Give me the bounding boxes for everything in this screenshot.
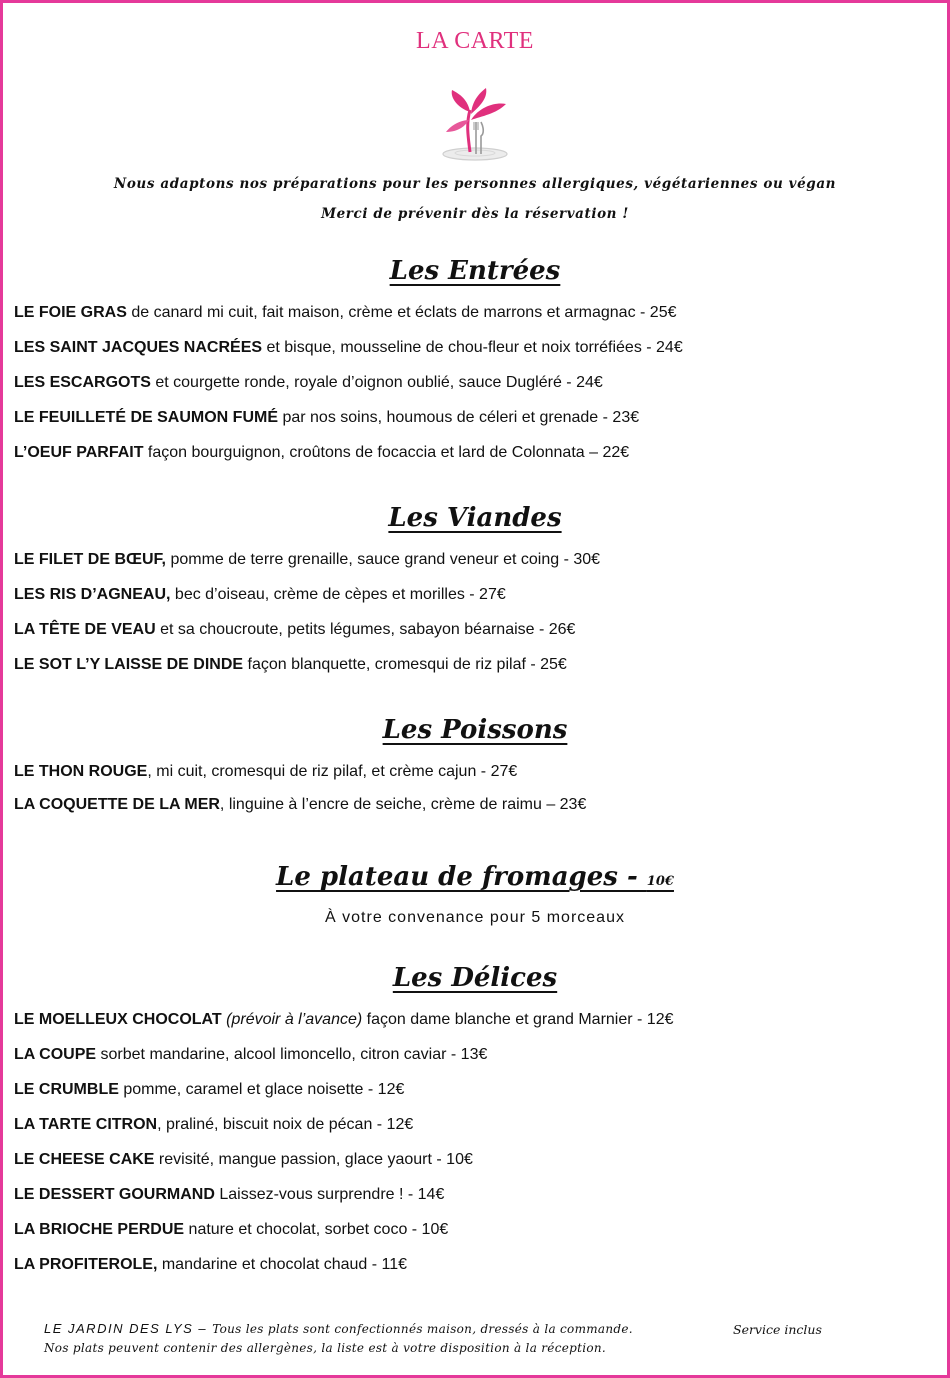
item-name: L’OEUF PARFAIT [14,444,144,461]
menu-item [14,1186,934,1204]
flower-plate-fork-knife-icon [440,86,510,166]
item-aside: (prévoir à l’avance) [221,1011,363,1028]
item-name: LE MOELLEUX CHOCOLAT [14,1011,222,1028]
item-name: LE FILET DE BŒUF, [14,551,166,568]
section-heading-fromages [0,862,950,892]
item-desc: , praliné, biscuit noix de pécan - 12€ [157,1116,414,1133]
service-note: Service inclus [733,1322,822,1337]
item-desc: façon bourguignon, croûtons de focaccia et lard de Colonnata – 22€ [143,444,630,461]
menu-item [14,1256,934,1274]
item-name: LA BRIOCHE PERDUE [14,1221,185,1238]
footer-line-1 [44,1321,633,1336]
item-desc: nature et chocolat, sorbet coco - 10€ [184,1221,449,1238]
item-desc: et bisque, mousseline de chou-fleur et noix torréfiées - 24€ [262,339,683,356]
item-name: LE DESSERT GOURMAND [14,1186,215,1203]
item-desc: par nos soins, houmous de céleri et grenade - 23€ [278,409,640,426]
item-name: LE SOT L’Y LAISSE DE DINDE [14,656,244,673]
item-name: LES ESCARGOTS [14,374,151,391]
menu-item [14,444,934,462]
item-desc: revisité, mangue passion, glace yaourt - 10€ [154,1151,473,1168]
menu-item [14,374,934,392]
menu-item [14,796,934,814]
item-desc: pomme, caramel et glace noisette - 12€ [118,1081,405,1098]
section-heading-entrees: Les Entrées [389,256,561,286]
menu-item [14,409,934,427]
item-desc: bec d’oiseau, crème de cèpes et morilles - 27€ [170,586,506,603]
item-name: LES RIS D’AGNEAU, [14,586,171,603]
menu-item [14,656,934,674]
menu-item [14,586,934,604]
item-name: LA COQUETTE DE LA MER [14,796,220,813]
item-name: LES SAINT JACQUES NACRÉES [14,339,263,356]
menu-item [14,763,934,781]
section-heading-poissons: Les Poissons [382,715,568,745]
item-name: LA TÊTE DE VEAU [14,621,156,638]
item-name: LA TARTE CITRON [14,1116,158,1133]
item-name: LE FEUILLETÉ DE SAUMON FUMÉ [14,409,278,426]
item-desc: , linguine à l’encre de seiche, crème de raimu – 23€ [219,796,587,813]
item-desc: façon blanquette, cromesqui de riz pilaf - 25€ [243,656,567,673]
menu-item [14,1046,934,1064]
menu-item [14,1116,934,1134]
page-title: LA CARTE [416,28,534,54]
item-desc: , mi cuit, cromesqui de riz pilaf, et crème cajun - 27€ [147,763,518,780]
restaurant-name: LE JARDIN DES LYS – [44,1321,213,1336]
item-name: LE FOIE GRAS [14,304,127,321]
fromages-subtitle: À votre convenance pour 5 morceaux [325,909,625,926]
menu-item [14,1011,934,1029]
item-name: LE THON ROUGE [14,763,148,780]
footer-homemade-note: Tous les plats sont confectionnés maison, dressés à la commande. [212,1322,633,1336]
item-desc: et courgette ronde, royale d’oignon oublié, sauce Dugléré - 24€ [150,374,603,391]
item-name: LA COUPE [14,1046,97,1063]
item-name: LE CRUMBLE [14,1081,119,1098]
menu-item [14,621,934,639]
menu-item [14,1221,934,1239]
fromages-price: 10€ [646,874,674,889]
fromages-heading-text: Le plateau de fromages - [276,862,647,892]
reservation-note: Merci de prévenir dès la réservation ! [321,206,629,222]
item-desc: mandarine et chocolat chaud - 11€ [157,1256,408,1273]
menu-item [14,339,934,357]
item-name: LE CHEESE CAKE [14,1151,155,1168]
section-heading-delices: Les Délices [392,963,558,993]
menu-item [14,551,934,569]
item-desc: pomme de terre grenaille, sauce grand veneur et coing - 30€ [166,551,601,568]
allergy-note: Nous adaptons nos préparations pour les personnes allergiques, végétariennes ou végan [113,176,837,192]
menu-item [14,1151,934,1169]
item-desc: sorbet mandarine, alcool limoncello, citron caviar - 13€ [96,1046,488,1063]
footer-allergen-note: Nos plats peuvent contenir des allergènes, la liste est à votre disposition à la réception. [44,1341,607,1355]
menu-item [14,1081,934,1099]
item-desc: Laissez-vous surprendre ! - 14€ [214,1186,445,1203]
menu-item [14,304,934,322]
item-desc: de canard mi cuit, fait maison, crème et éclats de marrons et armagnac - 25€ [126,304,677,321]
item-desc: façon dame blanche et grand Marnier - 12€ [362,1011,674,1028]
section-heading-viandes: Les Viandes [388,503,562,533]
item-name: LA PROFITEROLE, [14,1256,158,1273]
item-desc: et sa choucroute, petits légumes, sabayon béarnaise - 26€ [155,621,576,638]
